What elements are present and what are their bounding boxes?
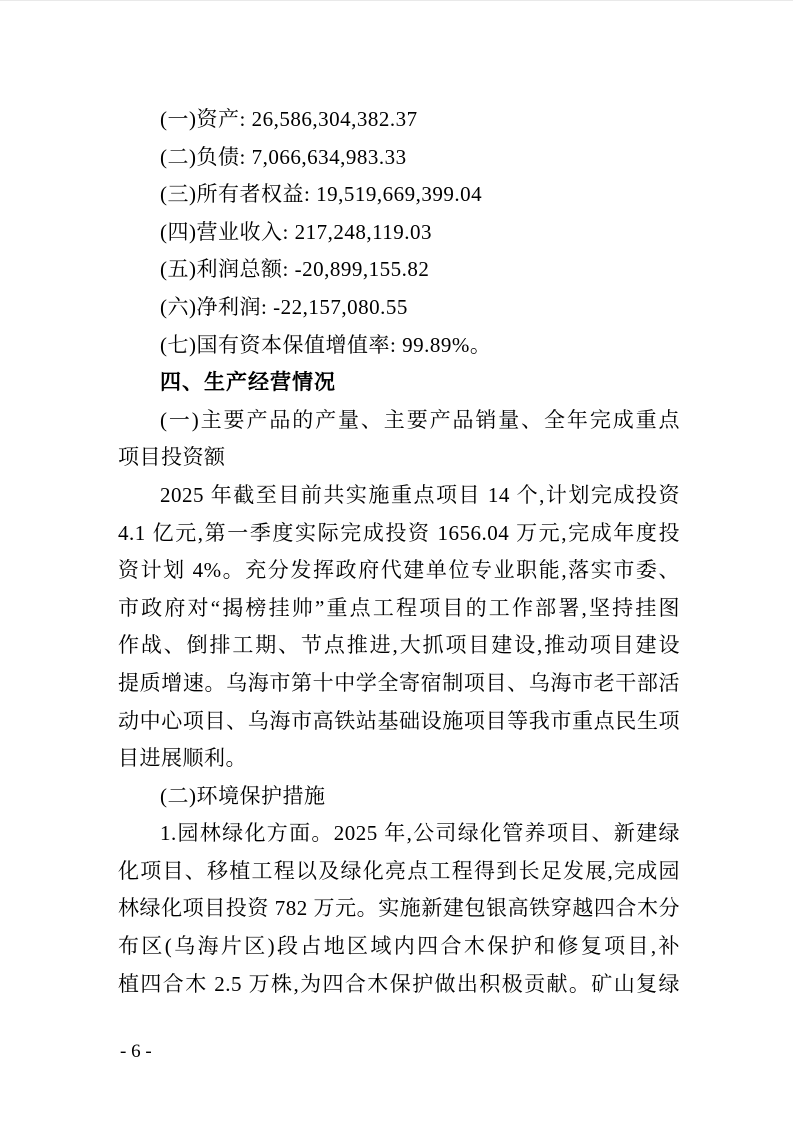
paragraph-line: 目进展顺利。 bbox=[118, 746, 247, 771]
paragraph-line: 植四合木 2.5 万株,为四合木保护做出积极贡献。矿山复绿 bbox=[118, 971, 680, 996]
paragraph-line: 作战、倒排工期、节点推进,大抓项目建设,推动项目建设 bbox=[118, 633, 680, 658]
financial-item-net-profit: (六)净利润: -22,157,080.55 bbox=[160, 294, 408, 319]
paragraph-line: 布区(乌海片区)段占地区域内四合木保护和修复项目,补 bbox=[118, 934, 680, 959]
financial-item-liabilities: (二)负债: 7,066,634,983.33 bbox=[160, 144, 407, 169]
paragraph-line: (一)主要产品的产量、主要产品销量、全年完成重点 bbox=[160, 407, 680, 432]
paragraph-line: 资计划 4%。充分发挥政府代建单位专业职能,落实市委、 bbox=[118, 558, 680, 583]
financial-item-owners-equity: (三)所有者权益: 19,519,669,399.04 bbox=[160, 182, 483, 207]
document-body bbox=[118, 101, 680, 1003]
paragraph-line: 4.1 亿元,第一季度实际完成投资 1656.04 万元,完成年度投 bbox=[118, 520, 680, 545]
financial-item-total-profit: (五)利润总额: -20,899,155.82 bbox=[160, 257, 430, 282]
financial-item-operating-revenue: (四)营业收入: 217,248,119.03 bbox=[160, 219, 433, 244]
financial-item-assets: (一)资产: 26,586,304,382.37 bbox=[160, 107, 418, 131]
paragraph-line: 2025 年截至目前共实施重点项目 14 个,计划完成投资 bbox=[160, 482, 680, 507]
paragraph-line: 项目投资额 bbox=[118, 445, 226, 470]
paragraph-line: 化项目、移植工程以及绿化亮点工程得到长足发展,完成园 bbox=[118, 858, 680, 883]
paragraph-line: 1.园林绿化方面。2025 年,公司绿化管养项目、新建绿 bbox=[160, 821, 680, 846]
section-heading-production-operation: 四、生产经营情况 bbox=[160, 371, 336, 395]
subsection-heading-environmental-protection: (二)环境保护措施 bbox=[160, 783, 326, 808]
financial-item-capital-preservation-rate: (七)国有资本保值增值率: 99.89%。 bbox=[160, 332, 492, 357]
footer-page-number: - 6 - bbox=[120, 1041, 152, 1062]
paragraph-line: 林绿化项目投资 782 万元。实施新建包银高铁穿越四合木分 bbox=[118, 896, 680, 921]
paragraph-line: 提质增速。乌海市第十中学全寄宿制项目、乌海市老干部活 bbox=[118, 670, 680, 695]
paragraph-line: 市政府对“揭榜挂帅”重点工程项目的工作部署,坚持挂图 bbox=[118, 595, 680, 620]
paragraph-line: 动中心项目、乌海市高铁站基础设施项目等我市重点民生项 bbox=[118, 708, 680, 733]
